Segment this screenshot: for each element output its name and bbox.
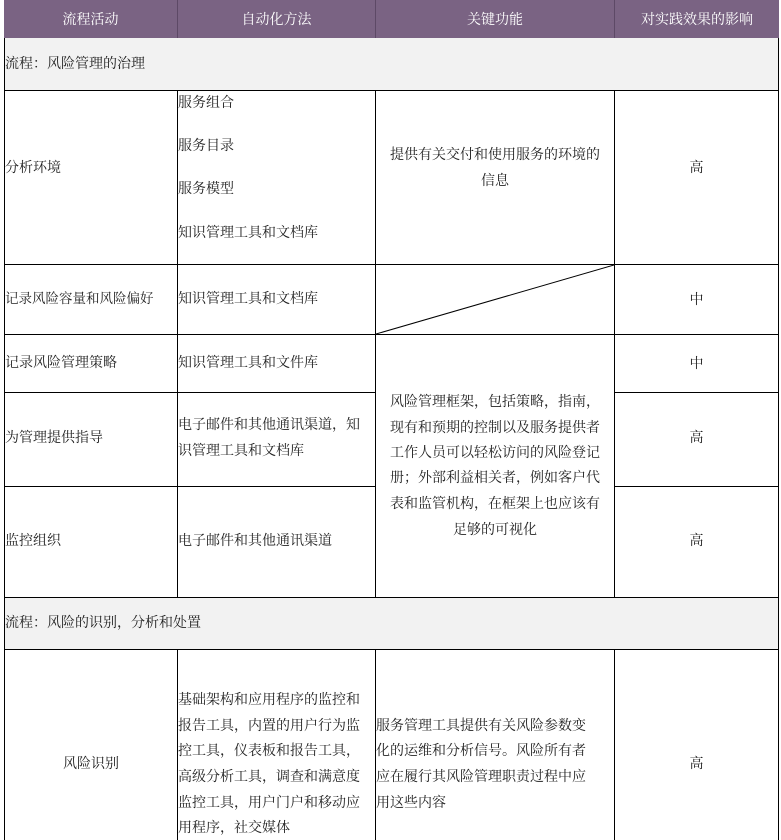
grid-line [778,38,779,840]
impact-cell: 中 [689,356,704,372]
grid-line [615,392,779,393]
function-line: 表和监管机构，在框架上也应该有 [390,496,600,512]
header-label: 关键功能 [467,12,523,28]
method-line: 监控工具，用户门户和移动应 [178,795,360,811]
impact-cell: 高 [689,756,704,772]
function-line: 化的运维和分析信号。风险所有者 [376,743,586,759]
activity-cell: 监控组织 [5,533,61,549]
method-line: 服务目录 [178,138,234,154]
grid-line [4,90,779,91]
function-line: 工作人员可以轻松访问的风险登记 [390,445,600,461]
impact-cell: 中 [689,292,704,308]
header-col-function [376,0,615,38]
grid-line [177,90,178,597]
method-line: 高级分析工具，调查和满意度 [178,769,360,785]
method-line: 识管理工具和文档库 [178,443,304,459]
header-label: 流程活动 [62,12,119,28]
activity-cell: 为管理提供指导 [5,430,103,446]
header-label: 自动化方法 [241,12,312,28]
method-line: 服务组合 [178,95,234,111]
section-title: 流程：风险管理的治理 [5,56,145,72]
function-line: 风险管理框架，包括策略，指南， [390,394,600,410]
function-line: 应在履行其风险管理职责过程中应 [376,769,586,785]
function-line: 用这些内容 [376,795,446,811]
header-label: 对实践效果的影响 [641,12,753,28]
method-cell: 电子邮件和其他通讯渠道 [178,533,332,549]
activity-cell: 风险识别 [63,756,119,772]
impact-cell: 高 [689,160,704,176]
method-cell: 知识管理工具和文件库 [178,355,318,371]
impact-cell: 高 [689,533,704,549]
method-line: 知识管理工具和文档库 [178,225,318,241]
grid-line [615,486,779,487]
method-line: 基础架构和应用程序的监控和 [178,692,360,708]
grid-line [4,392,376,393]
method-line: 报告工具，内置的用户行为监 [178,718,360,734]
impact-cell: 高 [689,430,704,446]
function-line: 服务管理工具提供有关风险参数变 [376,718,586,734]
grid-line [4,597,779,598]
function-line: 册；外部利益相关者，例如客户代 [390,470,600,486]
function-line: 信息 [481,173,509,189]
method-line: 用程序，社交媒体 [178,820,290,836]
header-col-method [178,0,376,38]
function-line: 足够的可视化 [453,522,537,538]
grid-line [4,334,779,335]
function-line: 提供有关交付和使用服务的环境的 [390,147,600,163]
grid-line [614,649,615,840]
function-line: 现有和预期的控制以及服务提供者 [390,420,600,436]
activity-cell: 记录风险管理策略 [5,355,117,371]
diagonal-line [376,265,614,334]
grid-line [4,649,779,650]
header-col-activity [4,0,178,38]
grid-line [4,486,376,487]
method-cell: 知识管理工具和文档库 [178,291,318,307]
method-line: 控工具，仪表板和报告工具， [178,743,360,759]
section-title: 流程：风险的识别，分析和处置 [5,615,201,631]
header-col-impact [615,0,779,38]
activity-cell: 分析环境 [5,160,61,176]
method-line: 服务模型 [178,181,234,197]
method-line: 电子邮件和其他通讯渠道，知 [178,417,360,433]
activity-cell: 记录风险容量和风险偏好 [5,291,154,307]
